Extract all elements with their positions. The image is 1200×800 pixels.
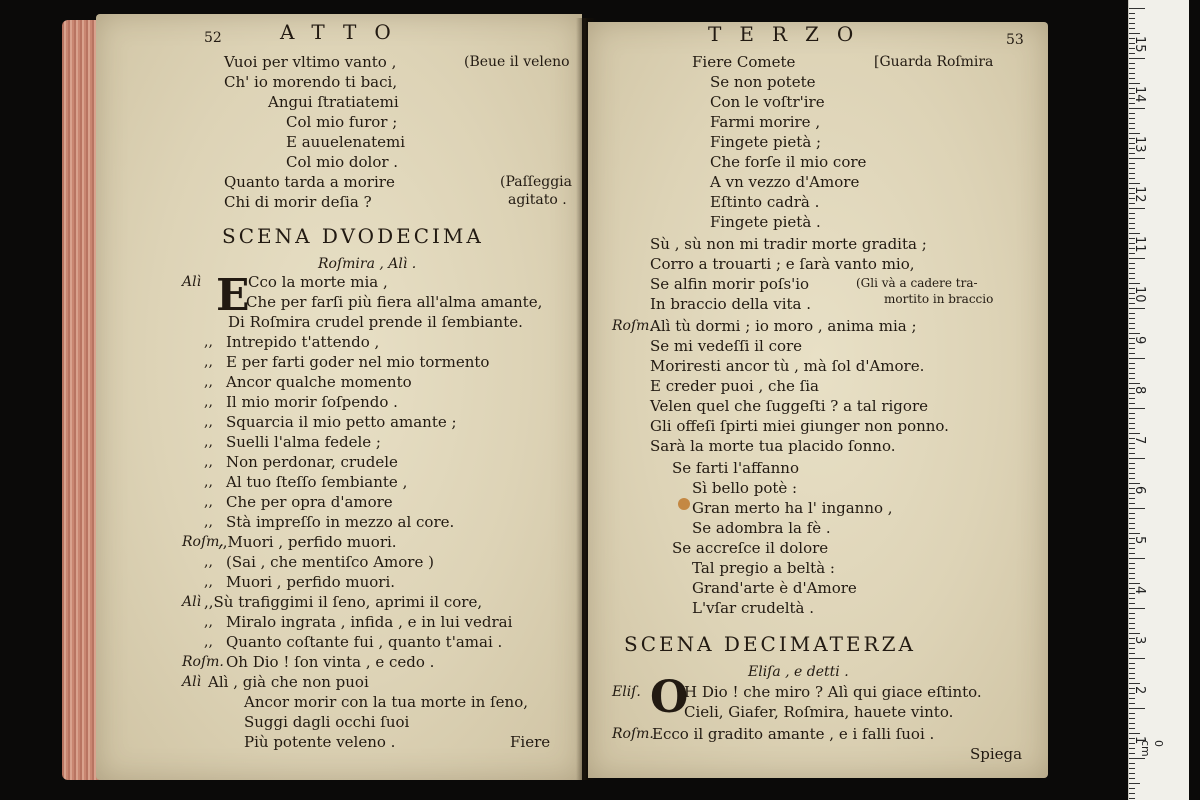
ruler-tick [1129, 203, 1135, 204]
ruler-tick [1129, 68, 1135, 69]
quote-mark: ,, [204, 414, 213, 430]
ruler-tick [1129, 308, 1145, 309]
stage-direction: [Guarda Roſmira [874, 54, 994, 70]
ruler-tick [1129, 408, 1145, 409]
ruler-tick [1129, 598, 1135, 599]
verse-line: Non perdonar, crudele [226, 453, 398, 471]
ruler-number: 9 [1132, 336, 1147, 345]
ruler-tick [1129, 418, 1135, 419]
verse-line: L'vſar crudeltà . [692, 599, 815, 617]
speaker-label: Roſm. [612, 318, 654, 334]
verse-line: Fingete pietà . [710, 213, 821, 231]
verse-line: Sì bello potè : [692, 479, 798, 497]
ruler-tick [1129, 528, 1135, 529]
verse-line: Fingete pietà ; [710, 133, 822, 151]
ruler-tick [1129, 733, 1140, 734]
ruler-tick [1129, 673, 1135, 674]
speaker-label: Eliſ. [612, 684, 641, 700]
ruler-tick [1129, 183, 1140, 184]
speaker-label: Alì [182, 274, 202, 290]
quote-mark: ,, [204, 614, 213, 630]
ruler-tick [1129, 698, 1135, 699]
ruler-tick [1129, 683, 1140, 684]
quote-mark: ,, [204, 454, 213, 470]
ruler-number: 13 [1132, 136, 1147, 153]
ruler-tick [1129, 358, 1145, 359]
left-page-text [96, 14, 582, 780]
ruler-tick [1129, 163, 1135, 164]
ruler-number: 2 [1132, 686, 1147, 695]
ruler-tick [1129, 83, 1140, 84]
verse-line: Velen quel che ſuggeſti ? a tal rigore [650, 397, 928, 415]
ruler-tick [1129, 468, 1135, 469]
ruler-tick [1129, 613, 1135, 614]
ruler-tick [1129, 213, 1135, 214]
ruler-tick [1129, 608, 1145, 609]
ruler-tick [1129, 518, 1135, 519]
verse-line: Quanto coſtante fui , quanto t'amai . [226, 633, 503, 651]
ruler-tick [1129, 658, 1145, 659]
ruler-tick [1129, 453, 1135, 454]
ruler-tick [1129, 633, 1140, 634]
verse-line: Di Roſmira crudel prende il ſembiante. [228, 313, 523, 331]
ruler-tick [1129, 653, 1135, 654]
quote-mark: ,, [204, 474, 213, 490]
ruler-number: 11 [1132, 236, 1147, 253]
verse-line: Cieli, Giafer, Roſmira, hauete vinto. [684, 703, 954, 721]
verse-line: Con le voſtr'ire [710, 93, 825, 111]
verse-line: Farmi morire , [710, 113, 821, 131]
ruler-number: 10 [1132, 286, 1147, 303]
stage-direction: agitato . [508, 192, 567, 208]
ruler-tick [1129, 503, 1135, 504]
ruler-tick [1129, 58, 1145, 59]
ruler-tick [1129, 508, 1145, 509]
ruler-tick [1129, 113, 1135, 114]
verse-line: E per farti goder nel mio tormento [226, 353, 490, 371]
ruler-tick [1129, 373, 1135, 374]
ruler-tick [1129, 798, 1135, 799]
ruler-number: 12 [1132, 186, 1147, 203]
ruler-tick [1129, 708, 1145, 709]
verse-line: Ancor morir con la tua morte in ſeno, [244, 693, 529, 711]
quote-mark: ,, [204, 634, 213, 650]
verse-line: Muori , perfido muori. [226, 573, 396, 591]
speaker-label: Alì [182, 594, 202, 610]
ruler-tick [1129, 783, 1140, 784]
ruler-number: 14 [1132, 86, 1147, 103]
ruler-tick [1129, 368, 1135, 369]
ruler-tick [1129, 583, 1140, 584]
ruler-tick [1129, 278, 1135, 279]
ruler-tick [1129, 498, 1135, 499]
verse-line: Il mio morir ſoſpendo . [226, 393, 398, 411]
verse-line: Oh Dio ! ſon vinta , e cedo . [226, 653, 435, 671]
verse-line: Ch' io morendo ti baci, [224, 73, 398, 91]
ruler-tick [1129, 33, 1140, 34]
ruler-tick [1129, 458, 1145, 459]
ruler-tick [1129, 573, 1135, 574]
ruler-tick [1129, 8, 1145, 9]
stage-direction: (Paſſeggia [500, 174, 572, 190]
ruler-tick [1129, 128, 1135, 129]
ruler-tick [1129, 118, 1135, 119]
verse-line: Più potente veleno . [244, 733, 396, 751]
scene-title: SCENA DVODECIMA [222, 224, 484, 248]
ruler-tick [1129, 73, 1135, 74]
verse-line: Se farti l'affanno [672, 459, 799, 477]
verse-line: Chi di morir deſia ? [224, 193, 372, 211]
verse-line: ,,Sù trafiggimi il ſeno, aprimi il core, [204, 593, 483, 611]
ruler-tick [1129, 433, 1140, 434]
verse-line: Cco la morte mia , [248, 273, 388, 291]
ruler-tick [1129, 628, 1135, 629]
ruler-number: 4 [1132, 586, 1147, 595]
open-book [62, 14, 1048, 784]
ruler-tick [1129, 318, 1135, 319]
ruler-tick [1129, 413, 1135, 414]
ruler-tick [1129, 178, 1135, 179]
verse-line: Se adombra la fè . [692, 519, 831, 537]
verse-line: Sù , sù non mi tradir morte gradita ; [650, 235, 927, 253]
ruler-tick [1129, 133, 1140, 134]
ruler-tick [1129, 788, 1135, 789]
ruler-tick [1129, 63, 1135, 64]
ruler-tick [1129, 778, 1135, 779]
verse-line: Grand'arte è d'Amore [692, 579, 857, 597]
ruler-number: 7 [1132, 436, 1147, 445]
ruler-tick [1129, 233, 1140, 234]
page-number: 52 [204, 30, 222, 46]
quote-mark: ,, [204, 514, 213, 530]
verse-line: Vuoi per vltimo vanto , [224, 53, 397, 71]
ruler-tick [1129, 523, 1135, 524]
ruler-tick [1129, 473, 1135, 474]
ruler-tick [1129, 568, 1135, 569]
stage-direction: (Gli và a cadere tra- [856, 276, 978, 290]
verse-line: Che per opra d'amore [226, 493, 393, 511]
verse-line: Alì tù dormi ; io moro , anima mia ; [650, 317, 917, 335]
ruler-tick [1129, 548, 1135, 549]
quote-mark: ,, [204, 374, 213, 390]
verse-line: Fiere Comete [692, 53, 796, 71]
stage-direction: mortito in braccio [884, 292, 994, 306]
ruler-tick [1129, 353, 1135, 354]
speaker-label: Roſm. [182, 654, 224, 670]
verse-line: Se alfin morir poſs'io [650, 275, 810, 293]
ruler-number: 3 [1132, 636, 1147, 645]
ruler-tick [1129, 253, 1135, 254]
verse-line: Gli offeſi ſpirti miei giunger non ponno. [650, 417, 949, 435]
speaker-label: Roſm. [182, 534, 224, 550]
measuring-ruler [1128, 0, 1189, 800]
quote-mark: ,, [204, 394, 213, 410]
ruler-tick [1129, 23, 1135, 24]
ruler-tick [1129, 268, 1135, 269]
verse-line: E auuelenatemi [286, 133, 406, 151]
ruler-tick [1129, 378, 1135, 379]
drop-capital: E [216, 270, 250, 321]
verse-line: Se non potete [710, 73, 816, 91]
scene-characters: Eliſa , e detti . [748, 664, 849, 680]
ruler-tick [1129, 153, 1135, 154]
verse-line: Eſtinto cadrà . [710, 193, 820, 211]
ruler-tick [1129, 173, 1135, 174]
ruler-unit: 0 cm [1139, 740, 1165, 757]
verse-line: Sarà la morte tua placido ſonno. [650, 437, 896, 455]
ruler-tick [1129, 663, 1135, 664]
ruler-tick [1129, 793, 1135, 794]
ruler-tick [1129, 263, 1135, 264]
verse-line: Col mio dolor . [286, 153, 399, 171]
verse-line: Moriresti ancor tù , mà ſol d'Amore. [650, 357, 925, 375]
quote-mark: ,, [204, 494, 213, 510]
ruler-tick [1129, 28, 1135, 29]
running-head: ATTO [280, 20, 409, 44]
ruler-tick [1129, 558, 1145, 559]
ruler-tick [1129, 428, 1135, 429]
verse-line: H Dio ! che miro ? Alì qui giace eſtinto. [684, 683, 982, 701]
verse-line: Squarcia il mio petto amante ; [226, 413, 457, 431]
ruler-tick [1129, 603, 1135, 604]
ruler-tick [1129, 208, 1145, 209]
ruler-tick [1129, 648, 1135, 649]
ruler-tick [1129, 218, 1135, 219]
catchword: Spiega [970, 745, 1023, 763]
ruler-tick [1129, 363, 1135, 364]
ruler-tick [1129, 223, 1135, 224]
ruler-tick [1129, 753, 1135, 754]
ruler-tick [1129, 623, 1135, 624]
verse-line: Tal pregio a beltà : [692, 559, 835, 577]
ruler-tick [1129, 108, 1145, 109]
speaker-label: Roſm. [612, 726, 654, 742]
ruler-tick [1129, 478, 1135, 479]
ruler-tick [1129, 323, 1135, 324]
ruler-tick [1129, 718, 1135, 719]
ruler-tick [1129, 123, 1135, 124]
page-number: 53 [1006, 32, 1024, 48]
ruler-number: 8 [1132, 386, 1147, 395]
right-page-text [588, 22, 1048, 778]
ruler-tick [1129, 703, 1135, 704]
ruler-tick [1129, 763, 1135, 764]
ruler-tick [1129, 773, 1135, 774]
ruler-tick [1129, 158, 1145, 159]
verse-line: Che forſe il mio core [710, 153, 867, 171]
quote-mark: ,, [204, 574, 213, 590]
ruler-tick [1129, 463, 1135, 464]
ruler-tick [1129, 748, 1135, 749]
ruler-tick [1129, 563, 1135, 564]
verse-line: In braccio della vita . [650, 295, 812, 313]
ruler-tick [1129, 328, 1135, 329]
right-page [588, 22, 1048, 778]
ruler-tick [1129, 513, 1135, 514]
ruler-tick [1129, 448, 1135, 449]
ink-stain [678, 498, 690, 510]
ruler-tick [1129, 333, 1140, 334]
ruler-tick [1129, 168, 1135, 169]
running-head: TERZO [708, 22, 872, 46]
quote-mark: ,, [204, 434, 213, 450]
ruler-tick [1129, 303, 1135, 304]
verse-line: Ecco il gradito amante , e i falli ſuoi . [652, 725, 935, 743]
ruler-tick [1129, 403, 1135, 404]
ruler-tick [1129, 533, 1140, 534]
verse-line: Quanto tarda a morire [224, 173, 395, 191]
ruler-tick [1129, 678, 1135, 679]
ruler-tick [1129, 713, 1135, 714]
ruler-tick [1129, 228, 1135, 229]
verse-line: Se accreſce il dolore [672, 539, 829, 557]
ruler-tick [1129, 273, 1135, 274]
ruler-tick [1129, 53, 1135, 54]
quote-mark: ,, [204, 554, 213, 570]
ruler-number: 5 [1132, 536, 1147, 545]
verse-line: (Sai , che mentiſco Amore ) [226, 553, 434, 571]
ruler-tick [1129, 103, 1135, 104]
ruler-tick [1129, 348, 1135, 349]
verse-line: ,,Muori , perfido muori. [218, 533, 397, 551]
ruler-number: 6 [1132, 486, 1147, 495]
ruler-tick [1129, 283, 1140, 284]
ruler-tick [1129, 668, 1135, 669]
ruler-tick [1129, 423, 1135, 424]
scene-title: SCENA DECIMATERZA [624, 632, 916, 656]
ruler-tick [1129, 723, 1135, 724]
stage-direction: (Beue il veleno [464, 54, 570, 70]
verse-line: Se mi vedeſſi il core [650, 337, 803, 355]
quote-mark: ,, [204, 334, 213, 350]
quote-mark: ,, [204, 354, 213, 370]
ruler-tick [1129, 13, 1135, 14]
verse-line: Ancor qualche momento [226, 373, 412, 391]
ruler-tick [1129, 18, 1135, 19]
ruler-tick [1129, 483, 1140, 484]
ruler-tick [1129, 728, 1135, 729]
ruler-tick [1129, 578, 1135, 579]
verse-line: Suelli l'alma fedele ; [226, 433, 381, 451]
drop-capital: O [650, 672, 689, 723]
ruler-tick [1129, 618, 1135, 619]
ruler-tick [1129, 313, 1135, 314]
scene-characters: Roſmira , Alì . [318, 256, 417, 272]
verse-line: Corro a trouarti ; e ſarà vanto mio, [650, 255, 915, 273]
verse-line: Intrepido t'attendo , [226, 333, 380, 351]
left-page [96, 14, 582, 780]
verse-line: Stà impreſſo in mezzo al core. [226, 513, 455, 531]
verse-line: Col mio furor ; [286, 113, 398, 131]
ruler-number: 1 [1132, 736, 1147, 745]
ruler-tick [1129, 553, 1135, 554]
verse-line: Miralo ingrata , infida , e in lui vedrai [226, 613, 513, 631]
ruler-tick [1129, 258, 1145, 259]
ruler-tick [1129, 398, 1135, 399]
ruler-tick [1129, 768, 1135, 769]
verse-line: E creder puoi , che ſia [650, 377, 819, 395]
verse-line: Che per farſi più fiera all'alma amante, [246, 293, 543, 311]
speaker-label: Alì [182, 674, 202, 690]
verse-line: Angui ſtratiatemi [268, 93, 399, 111]
verse-line: Alì , già che non puoi [208, 673, 369, 691]
ruler-number: 15 [1132, 36, 1147, 53]
catchword: Fiere [510, 733, 551, 751]
verse-line: Suggi dagli occhi ſuoi [244, 713, 410, 731]
verse-line: A vn vezzo d'Amore [710, 173, 860, 191]
verse-line: Al tuo ſteſſo ſembiante , [226, 473, 408, 491]
ruler-tick [1129, 78, 1135, 79]
verse-line: Gran merto ha l' inganno , [692, 499, 893, 517]
ruler-tick [1129, 383, 1140, 384]
